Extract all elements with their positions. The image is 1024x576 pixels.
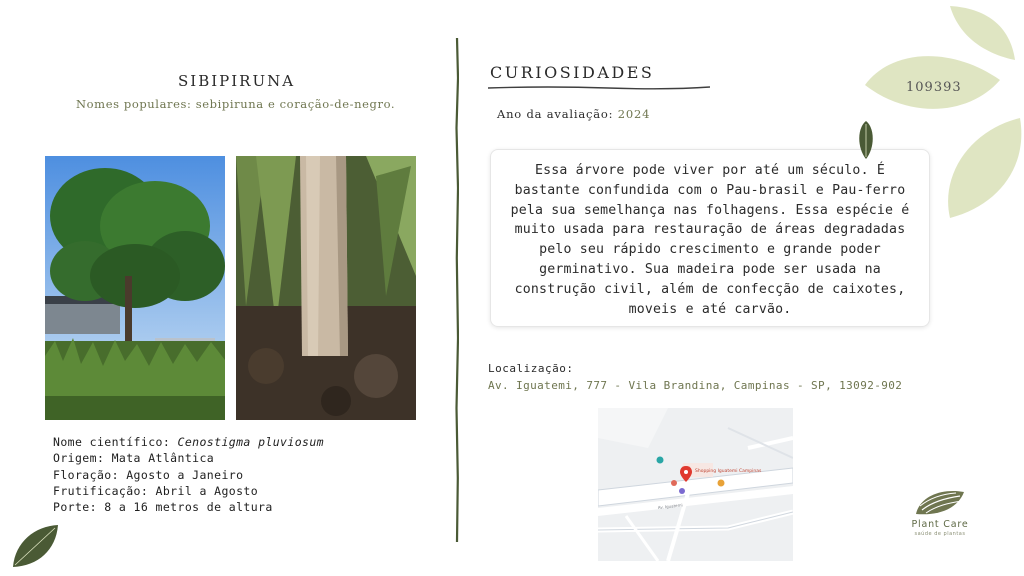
leaf-icon xyxy=(855,120,877,160)
decorative-leaves xyxy=(860,0,1024,225)
scientific-name-label: Nome científico: xyxy=(53,435,178,449)
year-label: Ano da avaliação: xyxy=(497,107,618,121)
plant-care-logo xyxy=(900,486,980,541)
map-poi-icon xyxy=(671,480,677,486)
popular-names: Nomes populares: sebipiruna e coração-de-negro. xyxy=(76,97,396,111)
tree-photo xyxy=(45,156,225,420)
heading-underline xyxy=(488,84,710,92)
brand-name: Plant Care xyxy=(911,519,969,530)
curiosities-heading: CURIOSIDADES xyxy=(490,63,655,82)
scientific-name-row xyxy=(53,434,324,450)
year-value: 2024 xyxy=(617,107,651,121)
scientific-name-value: Cenostigma pluviosum xyxy=(177,435,324,449)
map-label-avenue: Av. Iguatemi xyxy=(657,502,683,510)
map-label-shopping: Shopping Iguatemi Campinas xyxy=(695,469,762,474)
map-poi-icon xyxy=(657,457,664,464)
flowering-row: Floração: Agosto a Janeiro xyxy=(53,467,244,482)
curiosities-text: Essa árvore pode viver por até um século. É bastante confundida com o Pau-brasil e Pau-ferro pela sua semelhança nas folhagens. Essa espécie é muito usada para restauração de áreas degradadas pelo seu rápido crescimento e grande poder germinativo. Sua madeira pode ser usada na construção civil, além de confecção de caixotes, moveis e até carvão. xyxy=(510,163,910,317)
vertical-divider xyxy=(455,38,459,542)
logo-mark-icon xyxy=(912,486,968,518)
origin-row: Origem: Mata Atlântica xyxy=(53,451,215,466)
size-row: Porte: 8 a 16 metros de altura xyxy=(53,500,273,515)
species-name: SIBIPIRUNA xyxy=(178,72,296,90)
fruiting-row: Frutificação: Abril a Agosto xyxy=(53,483,259,498)
map-poi-icon xyxy=(679,488,685,494)
location-address: Av. Iguatemi, 777 - Vila Brandina, Campinas - SP, 13092-902 xyxy=(488,379,903,392)
record-code: 109393 xyxy=(906,80,962,95)
evaluation-year xyxy=(497,107,650,121)
trunk-photo xyxy=(236,156,416,420)
location-map[interactable] xyxy=(598,408,793,561)
brand-tagline: saúde de plantas xyxy=(914,531,966,537)
location-label: Localização: xyxy=(488,362,574,375)
map-poi-icon xyxy=(718,480,725,487)
species-facts xyxy=(53,434,324,515)
leaf-icon xyxy=(10,522,60,570)
